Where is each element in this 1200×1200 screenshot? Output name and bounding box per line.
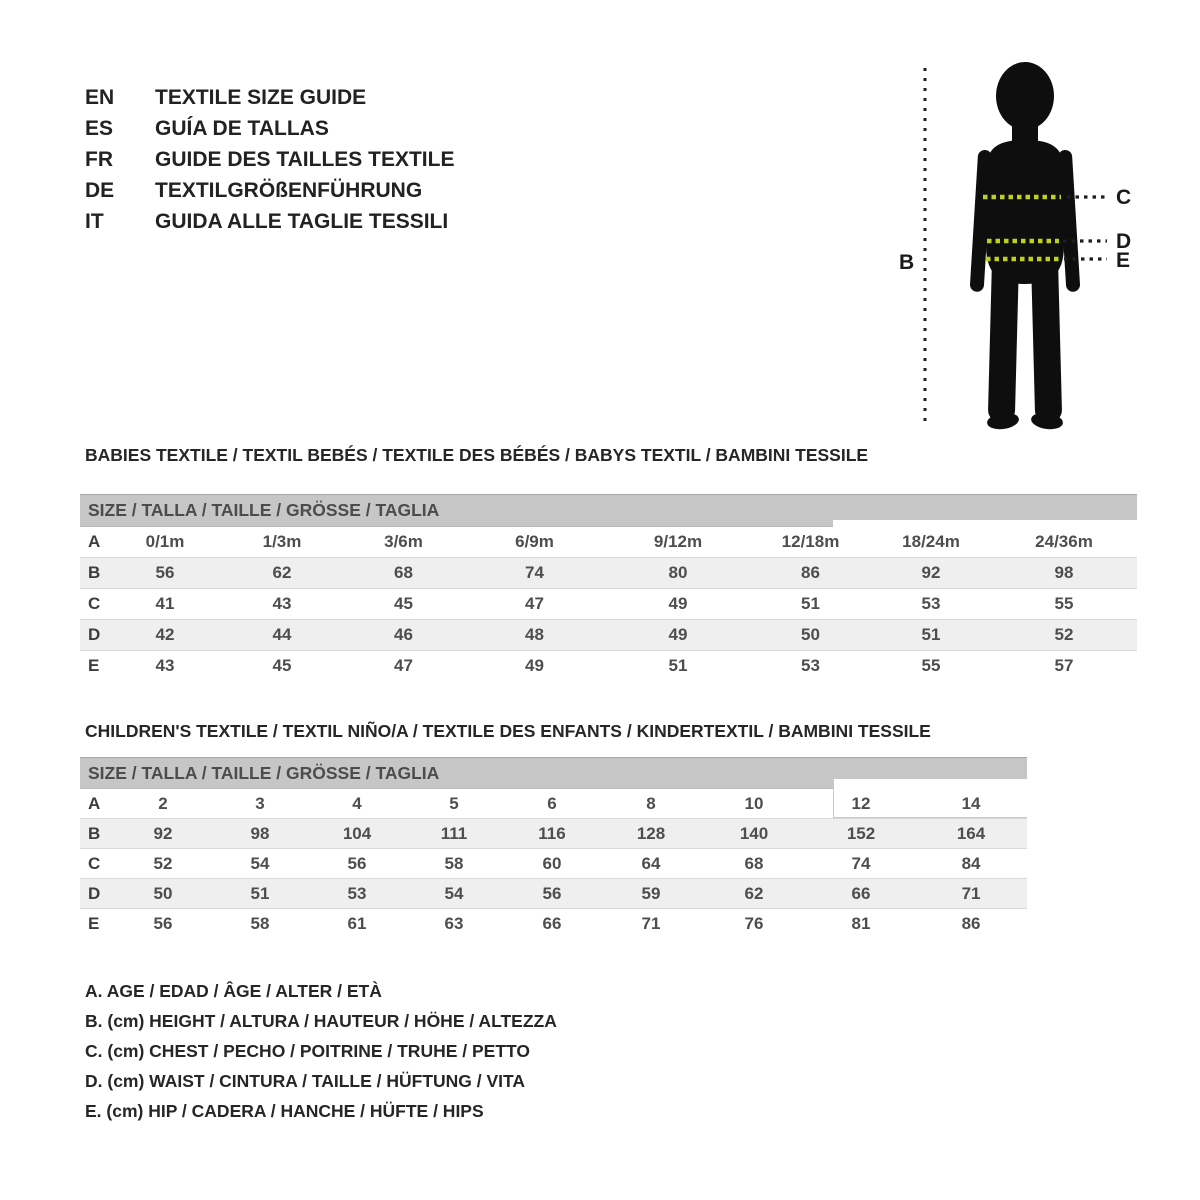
babies-section-heading: BABIES TEXTILE / TEXTIL BEBÉS / TEXTILE DES BÉBÉS / BABYS TEXTIL / BAMBINI TESSILE [85, 445, 869, 465]
size-cell: 41 [155, 594, 175, 613]
row-label: A [88, 532, 101, 551]
size-cell: 51 [211, 879, 309, 909]
size-cell: 74 [463, 558, 606, 589]
language-row-fr [85, 144, 454, 175]
size-cell: 9/12m [653, 532, 703, 551]
babies-row-E [80, 651, 1137, 682]
legend-line: E. (cm) HIP / CADERA / HANCHE / HÜFTE / HIPS [85, 1101, 484, 1121]
size-cell: 12/18m [781, 532, 840, 551]
size-cell: 86 [750, 558, 871, 589]
size-cell: 56 [347, 853, 367, 873]
size-cell: 74 [851, 853, 871, 873]
size-cell: 2 [158, 793, 168, 813]
size-cell: 0/1m [145, 532, 185, 551]
size-cell: 56 [503, 879, 601, 909]
size-cell: 53 [801, 656, 820, 675]
babies-size-header: SIZE / TALLA / TAILLE / GRÖSSE / TAGLIA [80, 495, 1137, 527]
size-cell: 18/24m [902, 532, 960, 551]
size-cell: 6 [547, 793, 557, 813]
size-cell: 56 [153, 913, 173, 933]
size-cell: 63 [444, 913, 464, 933]
size-cell: 49 [668, 594, 688, 613]
children-row-B [80, 819, 1027, 849]
children-section-heading: CHILDREN'S TEXTILE / TEXTIL NIÑO/A / TEXTILE DES ENFANTS / KINDERTEXTIL / BAMBINI TESSILE [85, 721, 931, 741]
row-label: E [88, 913, 100, 933]
size-cell: 10 [744, 793, 764, 813]
language-code: FR [85, 148, 113, 171]
size-cell: 64 [641, 853, 661, 873]
size-cell: 54 [250, 853, 270, 873]
height-label: B [899, 251, 915, 274]
row-label: C [88, 594, 101, 613]
size-cell: 44 [220, 620, 344, 651]
size-cell: 45 [272, 656, 292, 675]
babies-row-B [80, 558, 1137, 589]
row-label: E [88, 656, 100, 675]
size-cell: 84 [961, 853, 981, 873]
size-cell: 55 [1054, 594, 1074, 613]
children-row-C [80, 849, 1027, 879]
size-cell: 80 [606, 558, 750, 589]
children-row-E [80, 909, 1027, 939]
size-cell: 51 [871, 620, 991, 651]
size-cell: 60 [542, 853, 562, 873]
size-cell: 52 [991, 620, 1137, 651]
size-cell: 98 [991, 558, 1137, 589]
hip-label: E [1116, 249, 1131, 272]
babies-row-D [80, 620, 1137, 651]
size-cell: 76 [744, 913, 764, 933]
size-cell: 66 [807, 879, 915, 909]
language-row-en [85, 82, 454, 113]
size-cell: 46 [344, 620, 463, 651]
size-cell: 59 [601, 879, 701, 909]
row-label: B [80, 819, 115, 849]
children-highlight-left-border [833, 779, 834, 817]
child-silhouette-figure [885, 50, 1165, 450]
silhouette [970, 62, 1081, 431]
size-cell: 61 [347, 913, 367, 933]
size-cell: 58 [250, 913, 270, 933]
size-cell: 50 [750, 620, 871, 651]
waist-label: D [1116, 230, 1132, 253]
language-code: EN [85, 86, 115, 109]
row-label: D [80, 620, 110, 651]
size-cell: 92 [115, 819, 211, 849]
size-cell: 128 [601, 819, 701, 849]
language-code: IT [85, 210, 104, 233]
babies-row-A [80, 527, 1137, 558]
size-cell: 104 [309, 819, 405, 849]
size-cell: 49 [606, 620, 750, 651]
size-cell: 71 [641, 913, 661, 933]
size-cell: 5 [449, 793, 459, 813]
children-row-A [80, 789, 1027, 819]
size-cell: 47 [525, 594, 544, 613]
size-cell: 50 [115, 879, 211, 909]
legend-line: A. AGE / EDAD / ÂGE / ALTER / ETÀ [85, 981, 382, 1001]
size-cell: 56 [110, 558, 220, 589]
size-cell: 92 [871, 558, 991, 589]
size-cell: 14 [961, 793, 981, 813]
size-cell: 51 [801, 594, 820, 613]
language-code: DE [85, 179, 115, 202]
row-label: C [88, 853, 101, 873]
size-cell: 86 [961, 913, 981, 933]
size-cell: 43 [272, 594, 292, 613]
size-cell: 4 [352, 793, 362, 813]
size-cell: 98 [211, 819, 309, 849]
legend-line: B. (cm) HEIGHT / ALTURA / HAUTEUR / HÖHE / ALTEZZA [85, 1011, 557, 1031]
size-cell: 51 [668, 656, 688, 675]
row-label: A [88, 793, 101, 813]
language-row-it [85, 206, 454, 237]
language-row-de [85, 175, 454, 206]
size-cell: 152 [807, 819, 915, 849]
size-cell: 48 [463, 620, 606, 651]
guide-title: TEXTILGRÖßENFÜHRUNG [155, 179, 423, 202]
children-highlight-bottom-border [833, 817, 1027, 818]
size-cell: 62 [220, 558, 344, 589]
size-cell: 53 [921, 594, 941, 613]
row-label: D [80, 879, 115, 909]
size-cell: 57 [1054, 656, 1074, 675]
size-cell: 45 [394, 594, 413, 613]
guide-title: TEXTILE SIZE GUIDE [155, 86, 367, 109]
size-cell: 24/36m [1035, 532, 1093, 551]
size-cell: 111 [405, 819, 503, 849]
size-cell: 140 [701, 819, 807, 849]
size-cell: 8 [646, 793, 656, 813]
legend-line: D. (cm) WAIST / CINTURA / TAILLE / HÜFTUNG / VITA [85, 1071, 526, 1091]
size-cell: 66 [542, 913, 562, 933]
children-row-D [80, 879, 1027, 909]
size-cell: 1/3m [262, 532, 302, 551]
language-row-es [85, 113, 454, 144]
children-size-highlight-box [833, 779, 1027, 789]
size-cell: 12 [851, 793, 871, 813]
measurement-legend [85, 976, 557, 1126]
size-cell: 47 [394, 656, 413, 675]
size-cell: 49 [525, 656, 544, 675]
guide-title: GUÍA DE TALLAS [155, 117, 329, 140]
size-cell: 52 [153, 853, 173, 873]
size-cell: 71 [915, 879, 1027, 909]
guide-title: GUIDE DES TAILLES TEXTILE [155, 148, 455, 171]
size-cell: 6/9m [515, 532, 554, 551]
size-cell: 42 [110, 620, 220, 651]
size-cell: 58 [444, 853, 464, 873]
size-cell: 68 [744, 853, 764, 873]
size-cell: 43 [155, 656, 175, 675]
size-cell: 3/6m [384, 532, 423, 551]
language-code: ES [85, 117, 114, 140]
babies-row-C [80, 589, 1137, 620]
chest-label: C [1116, 186, 1132, 209]
size-cell: 62 [701, 879, 807, 909]
size-cell: 116 [503, 819, 601, 849]
row-label: B [80, 558, 110, 589]
size-cell: 68 [344, 558, 463, 589]
size-cell: 53 [309, 879, 405, 909]
size-cell: 3 [255, 793, 265, 813]
size-cell: 81 [851, 913, 871, 933]
guide-title: GUIDA ALLE TAGLIE TESSILI [155, 210, 449, 233]
legend-line: C. (cm) CHEST / PECHO / POITRINE / TRUHE / PETTO [85, 1041, 531, 1061]
size-cell: 55 [921, 656, 941, 675]
babies-size-highlight-box [833, 520, 1137, 528]
children-size-header: SIZE / TALLA / TAILLE / GRÖSSE / TAGLIA [80, 758, 1027, 789]
size-cell: 54 [405, 879, 503, 909]
language-title-list [85, 82, 454, 237]
size-cell: 164 [915, 819, 1027, 849]
